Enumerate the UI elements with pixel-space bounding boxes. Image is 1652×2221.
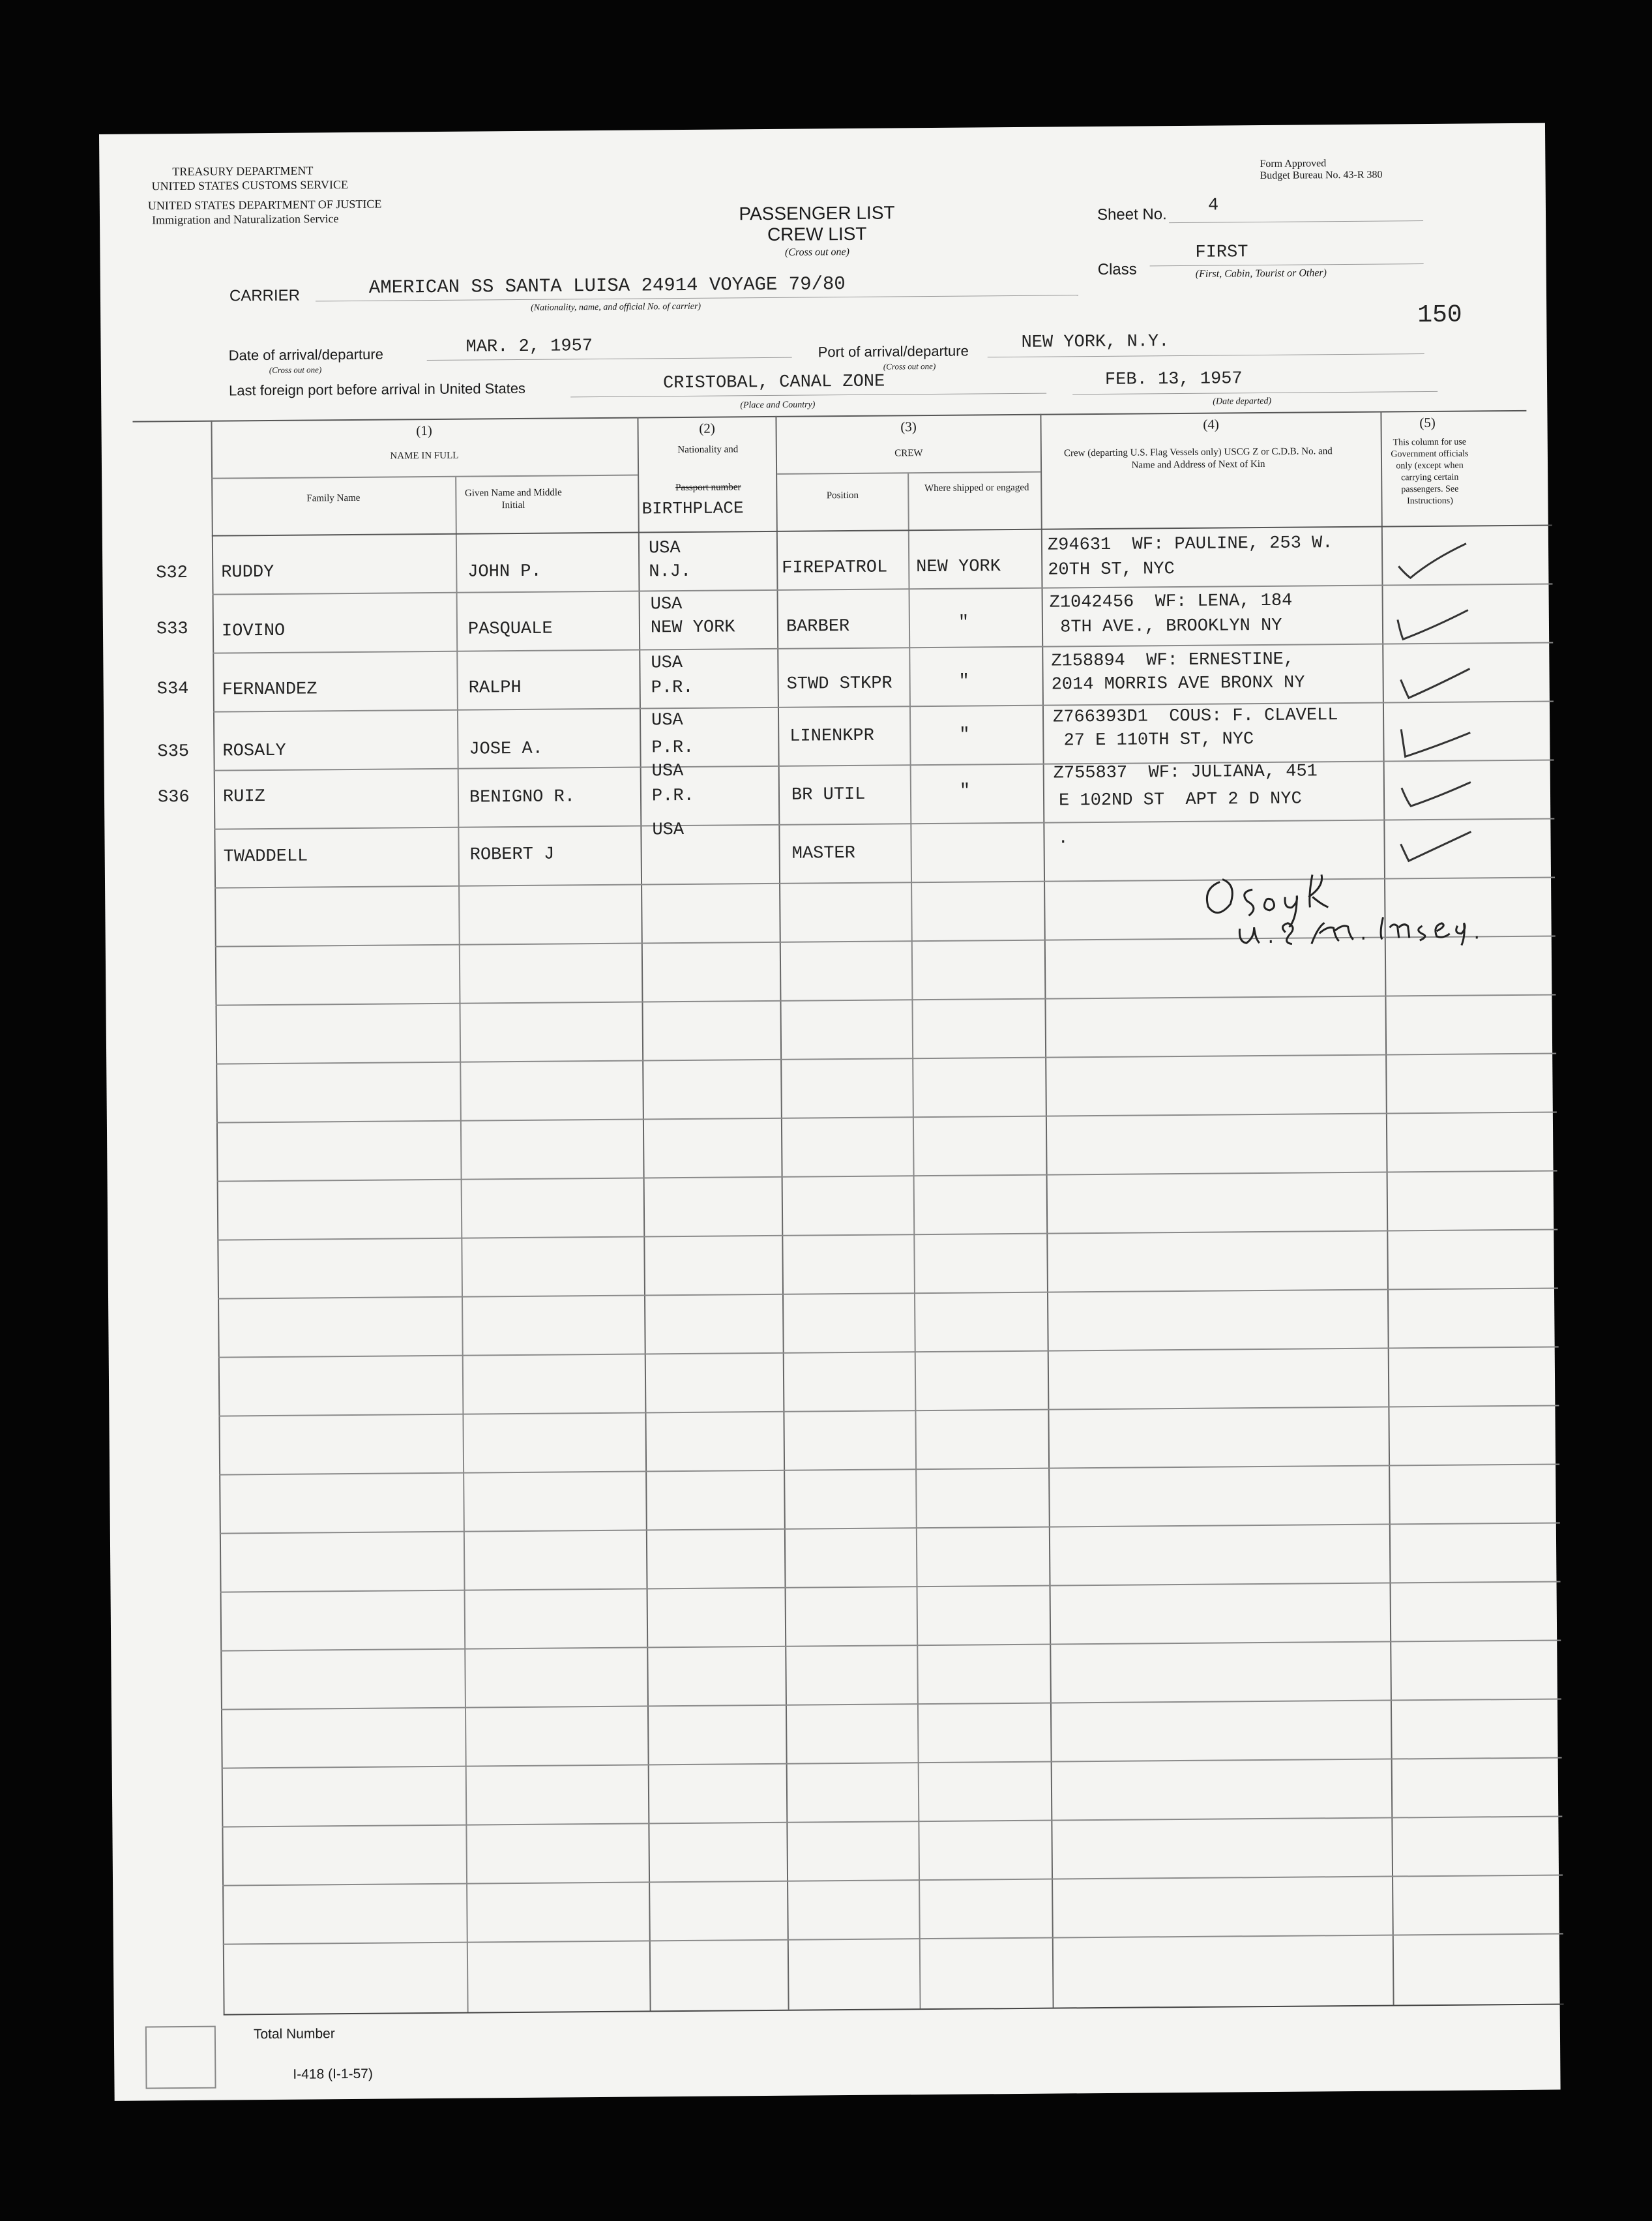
- row-line: [223, 1933, 1563, 1945]
- next-of-kin-cell: .: [1057, 829, 1069, 849]
- given-name-cell: JOSE A.: [469, 739, 543, 760]
- nationality-cell: USA: [652, 820, 685, 841]
- line-number: S35: [157, 741, 190, 762]
- port-label: Port of arrival/departure: [818, 342, 969, 361]
- row-line: [217, 1170, 1557, 1182]
- birthplace-cell: NEW YORK: [650, 618, 735, 638]
- line-number: S34: [156, 679, 189, 700]
- shipped-cell: ": [958, 613, 969, 633]
- family-name-cell: RUDDY: [221, 562, 274, 583]
- next-of-kin-address-cell: 8TH AVE., BROOKLYN NY: [1049, 616, 1282, 638]
- table-bottom-rule: [224, 2003, 1564, 2015]
- class-value: FIRST: [1195, 243, 1248, 263]
- row-line: [215, 994, 1556, 1006]
- check-mark: [1393, 541, 1471, 580]
- family-name-cell: ROSALY: [222, 741, 286, 762]
- row-line: [214, 760, 1554, 771]
- sheet-label: Sheet No.: [1097, 205, 1167, 224]
- budget-bureau: Budget Bureau No. 43-R 380: [1260, 169, 1383, 182]
- shipped-cell: NEW YORK: [916, 557, 1001, 578]
- col3-number: (3): [900, 419, 917, 435]
- position-cell: STWD STKPR: [786, 674, 892, 694]
- row-line: [220, 1522, 1560, 1534]
- line-number: S36: [157, 787, 190, 808]
- row-line: [222, 1815, 1562, 1827]
- family-name-header: Family Name: [306, 492, 361, 504]
- sheet-value: 4: [1207, 196, 1219, 216]
- carrier-label: CARRIER: [229, 286, 301, 305]
- given-name-cell: RALPH: [468, 678, 522, 698]
- date-label: Date of arrival/departure: [228, 346, 383, 364]
- shipped-cell: ": [959, 781, 971, 801]
- table-left-rule: [211, 421, 224, 2014]
- class-hint: (First, Cabin, Tourist or Other): [1195, 267, 1327, 280]
- family-name-cell: FERNANDEZ: [222, 679, 317, 700]
- next-of-kin-cell: Z94631 WF: PAULINE, 253 W.: [1047, 533, 1333, 556]
- row-line: [220, 1581, 1561, 1592]
- nationality-cell: USA: [651, 710, 683, 731]
- sheet-underline: [1169, 220, 1423, 223]
- line-number: S33: [156, 619, 188, 640]
- next-of-kin-address-cell: 27 E 110TH ST, NYC: [1053, 730, 1254, 751]
- birthplace-cell: P.R.: [651, 678, 694, 698]
- page-number: 150: [1417, 301, 1462, 330]
- position-cell: BARBER: [786, 616, 850, 637]
- next-of-kin-address-cell: 2014 MORRIS AVE BRONX NY: [1051, 673, 1305, 695]
- birthplace-cell: N.J.: [649, 561, 692, 582]
- inspector-signature: [1194, 854, 1533, 954]
- title-cross-out: (Cross out one): [784, 246, 850, 258]
- col3-title: CREW: [894, 448, 923, 459]
- col2-title: Nationality and: [677, 444, 739, 456]
- row-line: [213, 642, 1553, 654]
- row-line: [216, 1052, 1556, 1064]
- subcol-divider-crew: [907, 473, 921, 2008]
- agency-line-4: Immigration and Naturalization Service: [151, 212, 339, 227]
- given-name-cell: PASQUALE: [467, 619, 553, 640]
- line-number: S32: [156, 563, 188, 584]
- birthplace-cell: P.R.: [651, 738, 694, 758]
- total-number-box: [145, 2026, 216, 2089]
- col1-number: (1): [416, 423, 432, 439]
- next-of-kin-cell: Z158894 WF: ERNESTINE,: [1051, 649, 1295, 672]
- row-line: [219, 1463, 1559, 1475]
- departed-underline: [1072, 391, 1438, 395]
- agency-line-2: UNITED STATES CUSTOMS SERVICE: [151, 178, 349, 193]
- table-header-bottom-rule: [212, 525, 1552, 537]
- port-hint: (Cross out one): [883, 361, 936, 372]
- row-line: [213, 584, 1553, 595]
- col4-number: (4): [1203, 416, 1219, 432]
- row-line: [218, 1287, 1558, 1299]
- departed-hint: (Date departed): [1213, 396, 1272, 407]
- col1-header-rule: [211, 475, 638, 479]
- col2-struck-text: Passport number: [675, 482, 741, 494]
- col-divider-1: [637, 417, 651, 2011]
- nationality-cell: USA: [650, 594, 683, 615]
- birthplace-cell: P.R.: [651, 786, 694, 807]
- next-of-kin-address-cell: 20TH ST, NYC: [1048, 559, 1175, 580]
- class-label: Class: [1097, 260, 1137, 278]
- col-divider-4: [1380, 411, 1394, 2005]
- next-of-kin-address-cell: E 102ND ST APT 2 D NYC: [1058, 789, 1302, 811]
- agency-line-3: UNITED STATES DEPARTMENT OF JUSTICE: [147, 197, 382, 213]
- col2-typed-birthplace: BIRTHPLACE: [642, 498, 744, 519]
- check-mark: [1394, 604, 1472, 644]
- col2-number: (2): [699, 420, 715, 436]
- last-port-value: CRISTOBAL, CANAL ZONE: [662, 372, 885, 394]
- last-port-underline: [570, 393, 1046, 398]
- form-number: I-418 (I-1-57): [293, 2066, 374, 2082]
- row-line: [214, 818, 1554, 830]
- carrier-hint: (Nationality, name, and official No. of carrier): [531, 301, 701, 313]
- given-name-header: Given Name and Middle Initial: [464, 487, 562, 511]
- given-name-cell: BENIGNO R.: [469, 787, 576, 808]
- col1-title: NAME IN FULL: [390, 450, 459, 462]
- given-name-cell: ROBERT J: [469, 844, 555, 865]
- row-line: [216, 1111, 1557, 1123]
- row-line: [220, 1639, 1561, 1651]
- date-hint: (Cross out one): [269, 365, 322, 375]
- nationality-cell: USA: [648, 539, 681, 559]
- row-line: [221, 1698, 1561, 1710]
- date-value: MAR. 2, 1957: [465, 336, 593, 357]
- departed-value: FEB. 13, 1957: [1104, 369, 1243, 390]
- check-mark: [1394, 663, 1472, 703]
- nationality-cell: USA: [651, 653, 683, 674]
- row-line: [222, 1757, 1562, 1768]
- position-header: Position: [826, 490, 859, 501]
- total-number-label: Total Number: [253, 2026, 335, 2042]
- row-line: [222, 1874, 1563, 1886]
- next-of-kin-cell: Z755837 WF: JULIANA, 451: [1053, 762, 1318, 784]
- agency-line-1: TREASURY DEPARTMENT: [172, 164, 314, 179]
- form-approved: Form Approved: [1260, 158, 1327, 170]
- col4-title: Crew (departing U.S. Flag Vessels only) USCG Z or C.D.B. No. and Name and Address of Next of Kin: [1063, 446, 1333, 471]
- position-cell: BR UTIL: [791, 784, 866, 805]
- date-underline: [427, 357, 792, 361]
- document-page: [99, 123, 1561, 2101]
- next-of-kin-cell: Z766393D1 COUS: F. CLAVELL: [1052, 706, 1338, 728]
- col5-number: (5): [1419, 414, 1436, 431]
- col5-title: This column for use Government officials only (except when carrying certain passengers. See Instructions): [1391, 437, 1469, 507]
- row-line: [213, 701, 1554, 713]
- given-name-cell: JOHN P.: [467, 561, 542, 582]
- carrier-value: AMERICAN SS SANTA LUISA 24914 VOYAGE 79/80: [368, 273, 846, 299]
- position-cell: LINENKPR: [789, 726, 875, 747]
- position-cell: MASTER: [791, 843, 856, 864]
- subcol-divider-name: [455, 477, 468, 2012]
- class-underline: [1150, 263, 1424, 266]
- position-cell: FIREPATROL: [782, 558, 888, 578]
- shipped-cell: ": [959, 725, 970, 745]
- last-port-label: Last foreign port before arrival in United States: [228, 380, 526, 399]
- family-name-cell: RUIZ: [222, 787, 265, 807]
- check-mark: [1395, 775, 1473, 815]
- next-of-kin-cell: Z1042456 WF: LENA, 184: [1049, 591, 1293, 613]
- shipped-cell: ": [958, 672, 969, 692]
- family-name-cell: IOVINO: [221, 621, 286, 642]
- row-line: [217, 1229, 1557, 1240]
- family-name-cell: TWADDELL: [223, 846, 308, 867]
- last-port-hint: (Place and Country): [740, 400, 816, 411]
- row-line: [218, 1405, 1559, 1416]
- port-underline: [988, 353, 1424, 357]
- title-passenger-list: PASSENGER LIST: [739, 202, 895, 224]
- port-value: NEW YORK, N.Y.: [1021, 332, 1170, 353]
- where-shipped-header: Where shipped or engaged: [924, 482, 1029, 494]
- title-crew-list: CREW LIST: [767, 223, 867, 245]
- row-line: [218, 1346, 1559, 1358]
- check-mark: [1394, 722, 1473, 762]
- nationality-cell: USA: [651, 761, 684, 782]
- col-divider-2: [775, 416, 789, 2010]
